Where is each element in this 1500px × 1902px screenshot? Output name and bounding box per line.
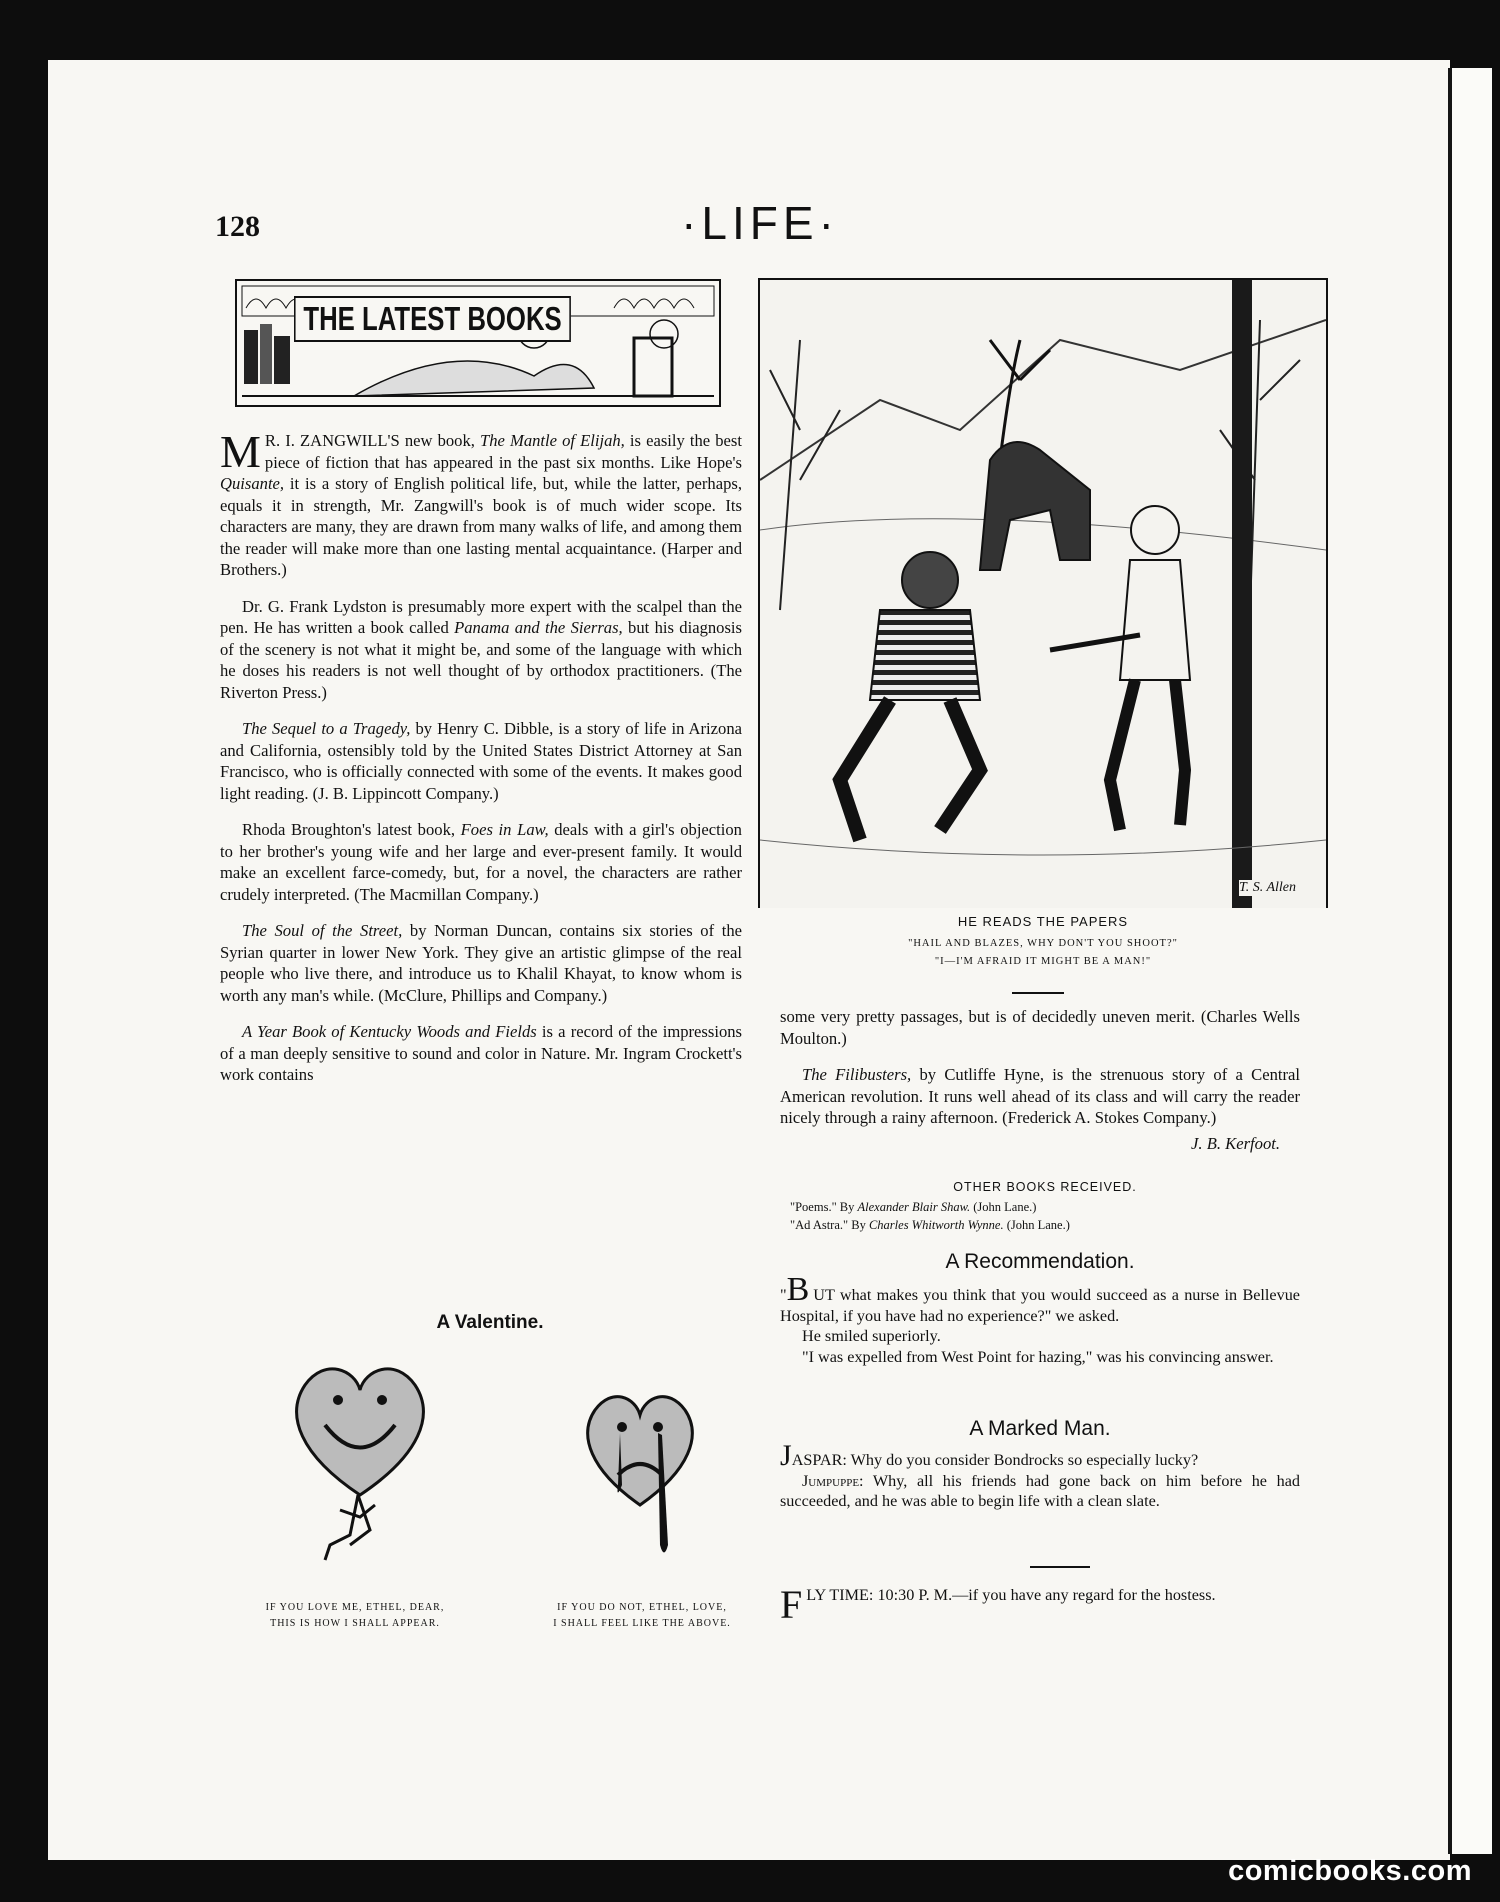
text: Why, all his friends had gone back on him before he had succeeded, and he was able to begin life with a clean slate. [780, 1471, 1300, 1510]
fly-time-text [780, 1582, 1300, 1627]
masthead: ·LIFE· [681, 197, 839, 249]
banner-title: THE LATEST BOOKS [294, 296, 571, 342]
drop-cap: J [780, 1439, 792, 1472]
author: Charles Whitworth Wynne. [868, 1218, 1004, 1232]
next-page-edge [1448, 68, 1492, 1854]
text: (John Lane.) [1003, 1218, 1070, 1232]
text: "Ad Astra." By [790, 1218, 869, 1232]
review-zangwill [220, 426, 742, 581]
book-title: Quisante, [220, 474, 285, 493]
review-hyne [780, 1064, 1300, 1129]
cartoon-caption-title: HE READS THE PAPERS [957, 914, 1129, 929]
page-number: 128 [215, 210, 260, 243]
sad-heart-icon [570, 1375, 710, 1565]
other-book-2 [790, 1218, 1070, 1233]
hunter-and-stag-illustration [760, 280, 1326, 908]
recommendation-p1 [780, 1271, 1300, 1326]
recommendation-p3: "I was expelled from West Point for hazing," was his convincing answer. [802, 1347, 1274, 1366]
drop-cap: B [786, 1271, 810, 1308]
text: " [780, 1286, 787, 1304]
book-title: A Year Book of Kentucky Woods and Fields [242, 1022, 537, 1041]
text: is easily the best piece of fiction that has appeared in the past six months. Like Hope's [264, 431, 742, 472]
text: it is a story of English political life, but, while the latter, perhaps, equals it in strength, Mr. Zangwill's book is of much wider scope. Its characters are many, they are drawn from many walks of life, and among them the reader will make more than one lasting mental acquaintance. (Harper and Brothers.) [220, 474, 742, 579]
reviewer-byline [780, 1133, 1300, 1155]
text: is a record of the impressions of a man deeply sensitive to sound and color in Nature. Mr. Ingram Crockett's work contains [220, 1022, 742, 1084]
review-duncan [220, 920, 742, 1006]
book-title: Panama and the Sierras, [454, 618, 623, 637]
book-title: The Sequel to a Tragedy, [242, 719, 411, 738]
review-continuation: some very pretty passages, but is of decidedly uneven merit. (Charles Wells Moulton.) [780, 1007, 1300, 1048]
caption-line: IF YOU DO NOT, ETHEL, LOVE, [557, 1602, 727, 1613]
byline: J. B. Kerfoot. [1191, 1133, 1280, 1153]
text: Rhoda Broughton's latest book, [242, 820, 461, 839]
review-dibble [220, 718, 742, 804]
text: "Poems." By [790, 1200, 858, 1214]
valentine-heading: A Valentine. [436, 1312, 544, 1333]
text: UT what makes you think that you would succeed as a nurse in Bellevue Hospital, if you have had no experience?" we asked. [780, 1286, 1300, 1325]
recommendation-p2: He smiled superiorly. [802, 1327, 941, 1345]
recommendation-heading: A Recommendation. [945, 1250, 1135, 1273]
text: by Cutliffe Hyne, is the strenuous story of a Central American revolution. It runs well ahead of its class and will carry the reader nicely through a rainy afternoon. (Frederick A. Stokes Company.) [780, 1065, 1300, 1127]
text: by Henry C. Dibble, is a story of life in Arizona and California, ostensibly told by the United States District Attorney at San Francisco, who is officially connected with some of the events. It makes good light reading. (J. B. Lippincott Company.) [220, 719, 742, 803]
text: deals with a girl's objection to her brother's young wife and her large and ever-present family. It would make an excellent farce-comedy, but, for a novel, the characters are rather crudely interpreted. (The Macmillan Company.) [220, 820, 742, 904]
marked-man-p2 [780, 1471, 1300, 1512]
marked-man-p1 [780, 1439, 1300, 1472]
book-title: The Soul of the Street, [242, 921, 403, 940]
caption-line: IF YOU LOVE ME, ETHEL, DEAR, [265, 1602, 445, 1613]
book-title: Foes in Law, [460, 820, 549, 839]
left-column [220, 426, 743, 1101]
marked-man-heading: A Marked Man. [969, 1417, 1111, 1440]
text: ASPAR: Why do you consider Bondrocks so especially lucky? [791, 1451, 1199, 1469]
cartoon-caption-line-2: "I—I'M AFRAID IT MIGHT BE A MAN!" [934, 956, 1152, 967]
caption-line: THIS IS HOW I SHALL APPEAR. [270, 1618, 440, 1629]
cartoon-caption-line-1: "HAIL AND BLAZES, WHY DON'T YOU SHOOT?" [908, 938, 1178, 949]
fly-time [780, 1582, 1300, 1627]
valentine-caption-left [240, 1600, 470, 1632]
watermark: comicbooks.com [1228, 1855, 1472, 1887]
latest-books-banner [234, 278, 722, 408]
other-book-1 [790, 1200, 1036, 1215]
text: but his diagnosis of the scenery is not what it might be, and some of the language with which he doses his readers is not well thought of by orthodox practitioners. (The Riverton Press.) [220, 618, 742, 702]
cartoon-illustration [758, 278, 1328, 908]
review-lydston [220, 596, 742, 704]
happy-heart-icon [280, 1345, 440, 1575]
text: by Norman Duncan, contains six stories of the Syrian quarter in lower New York. They give an artistic glimpse of the real people who live there, and introduce us to Khalil Khayat, to know whom is worth any man's while. (McClure, Phillips and Company.) [220, 921, 743, 1005]
valentine-caption-right [522, 1600, 762, 1632]
divider [1030, 1566, 1090, 1568]
right-column [780, 1006, 1300, 1169]
review-crockett [220, 1021, 742, 1086]
text: LY TIME: 10:30 P. M.—if you have any regard for the hostess. [806, 1586, 1216, 1604]
other-books-heading: OTHER BOOKS RECEIVED. [953, 1180, 1137, 1194]
divider [1012, 992, 1064, 994]
book-title: The Mantle of Elijah, [480, 431, 625, 450]
author: Alexander Blair Shaw. [857, 1200, 971, 1214]
marked-man-body [780, 1439, 1300, 1527]
review-broughton [220, 819, 742, 905]
recommendation-body [780, 1271, 1300, 1382]
artist-signature: T. S. Allen [1238, 880, 1296, 895]
text: R. I. ZANGWILL'S new book, [264, 431, 481, 450]
speaker-name: Jumpuppe: [802, 1471, 864, 1490]
drop-cap: M [220, 426, 261, 477]
text: Dr. G. Frank Lydston is presumably more expert with the scalpel than the pen. He has written a book called [220, 596, 742, 637]
drop-cap: F [780, 1582, 803, 1627]
book-title: The Filibusters, [802, 1065, 912, 1084]
text: (John Lane.) [970, 1200, 1037, 1214]
caption-line: I SHALL FEEL LIKE THE ABOVE. [553, 1618, 731, 1629]
